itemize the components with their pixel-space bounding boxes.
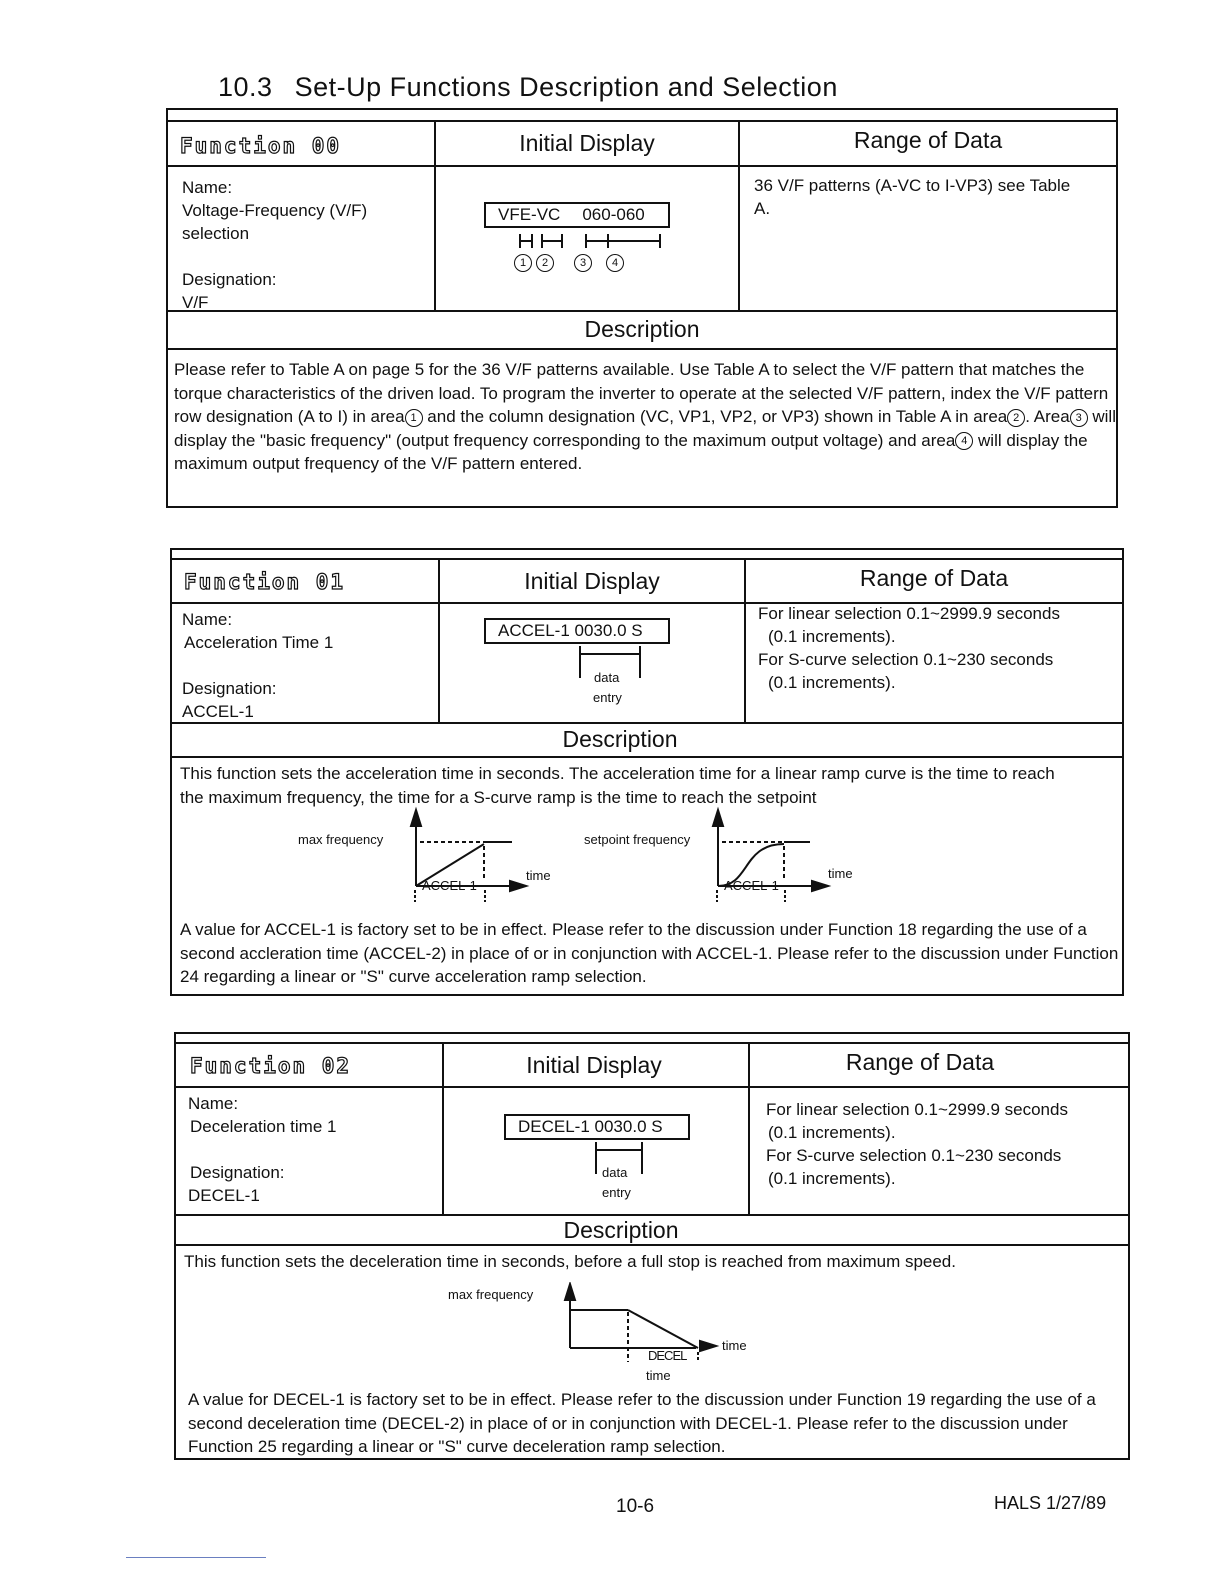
decel-label: DECEL <box>648 1348 687 1363</box>
area-3-mark: 3 <box>574 254 592 272</box>
function-02-range: For linear selection 0.1~2999.9 seconds (0.1 increments). For S-curve selection 0.1~230 seconds (0.1 increments). <box>766 1100 1068 1188</box>
function-02-display: DECEL-1 0030.0 S <box>504 1114 690 1140</box>
document-stamp: HALS 1/27/89 <box>994 1493 1107 1513</box>
function-00-display: VFE-VC 060-060 <box>484 202 670 228</box>
function-01-description-bottom: A value for ACCEL-1 is factory set to be in effect. Please refer to the discussion under Function 18 regarding the use of a second accleration time (ACCEL-2) in place of or in conjunction with ACCEL-1. Please refer to the discussion under Function 24 regarding a linear or "S" curve acceleration ramp selection. <box>180 920 1119 986</box>
function-00-block <box>166 108 1118 508</box>
function-00-name: Name: Voltage-Frequency (V/F) selection Designation: V/F <box>182 178 368 312</box>
function-01-block <box>170 548 1124 996</box>
function-01-label: Function 01 <box>184 570 346 594</box>
function-02-description-top: This function sets the deceleration time in seconds, before a full stop is reached from maximum speed. <box>184 1252 956 1271</box>
function-02-entry-label: entry <box>602 1185 631 1200</box>
function-01-data-label: data <box>594 670 620 685</box>
decel-time-sub-label: time <box>646 1368 671 1383</box>
function-01-ramp-graphs <box>272 806 992 906</box>
scurve-time-arrow <box>812 881 828 891</box>
range-of-data-header: Range of Data <box>853 127 1003 153</box>
function-01-description-top: This function sets the acceleration time in seconds. The acceleration time for a linear ramp curve is the time to reach the maximum frequency, the time for a S-curve ramp is the time to reach the setpoint <box>180 764 1055 807</box>
function-01-designation: ACCEL-1 <box>182 702 254 721</box>
function-02-label: Function 02 <box>190 1054 352 1078</box>
scurve-accel-label: ACCEL-1 <box>724 878 779 893</box>
section-title: Set-Up Functions Description and Selection <box>294 72 838 102</box>
description-header: Description <box>562 726 678 752</box>
function-01-display: ACCEL-1 0030.0 S <box>484 618 670 644</box>
range-of-data-header: Range of Data <box>859 565 1009 591</box>
initial-display-header: Initial Display <box>519 130 655 156</box>
max-frequency-label: max frequency <box>298 832 384 847</box>
initial-display-header: Initial Display <box>524 568 660 594</box>
area-4-mark: 4 <box>606 254 624 272</box>
function-00-description: Please refer to Table A on page 5 for the 36 V/F patterns available. Use Table A to select the V/F pattern that matches the torque characteristics of the driven load. To program the inverter to operate at the selected V/F pattern, index the V/F pattern row designation (A to I) in area 1 and the column designation (VC, VP1, VP2, or VP3) shown in Table A in area 2 . Area 3 will display the "basic frequency" (output frequency corresponding to the maximum output voltage) and area 4 will display the maximum output frequency of the V/F pattern entered. <box>174 360 1116 473</box>
function-01-range: For linear selection 0.1~2999.9 seconds (0.1 increments). For S-curve selection 0.1~230 seconds (0.1 increments). <box>758 604 1060 692</box>
initial-display-header: Initial Display <box>526 1052 662 1078</box>
function-01-name: Name: Acceleration Time 1 Designation: ACCEL-1 <box>182 610 334 721</box>
decel-time-label: time <box>722 1338 747 1353</box>
function-02-block <box>174 1032 1130 1460</box>
function-00-designation: V/F <box>182 293 209 312</box>
area-2-mark: 2 <box>536 254 554 272</box>
decel-time-arrow <box>700 1341 716 1351</box>
linear-accel-label: ACCEL-1 <box>422 878 477 893</box>
function-02-designation: DECEL-1 <box>188 1186 260 1205</box>
area-1-mark: 1 <box>514 254 532 272</box>
footer-rule <box>126 1557 266 1558</box>
scurve-time-label: time <box>828 866 853 881</box>
function-02-description-bottom: A value for DECEL-1 is factory set to be in effect. Please refer to the discussion under Function 19 regarding the use of a second deceleration time (DECEL-2) in place of or in conjunction with DECEL-1. Please refer to the discussion under Function 25 regarding a linear or "S" curve deceleration ramp selection. <box>188 1390 1096 1456</box>
linear-time-label: time <box>526 868 551 883</box>
function-00-label: Function 00 <box>180 134 342 158</box>
function-01-entry-label: entry <box>593 690 622 705</box>
section-number: 10.3 <box>218 72 273 102</box>
description-header: Description <box>563 1217 679 1243</box>
function-00-range: 36 V/F patterns (A-VC to I-VP3) see Table A. <box>754 176 1071 218</box>
function-02-name: Name: Deceleration time 1 Designation: DECEL-1 <box>188 1094 337 1205</box>
range-of-data-header: Range of Data <box>845 1049 995 1075</box>
function-00-area-marks <box>514 254 654 272</box>
function-02-data-label: data <box>602 1165 628 1180</box>
page-number: 10-6 <box>616 1496 655 1517</box>
linear-time-arrow <box>510 881 526 891</box>
setpoint-frequency-label: setpoint frequency <box>584 832 691 847</box>
decel-max-frequency-label: max frequency <box>448 1287 534 1302</box>
description-header: Description <box>584 316 700 342</box>
page-title <box>218 72 838 103</box>
